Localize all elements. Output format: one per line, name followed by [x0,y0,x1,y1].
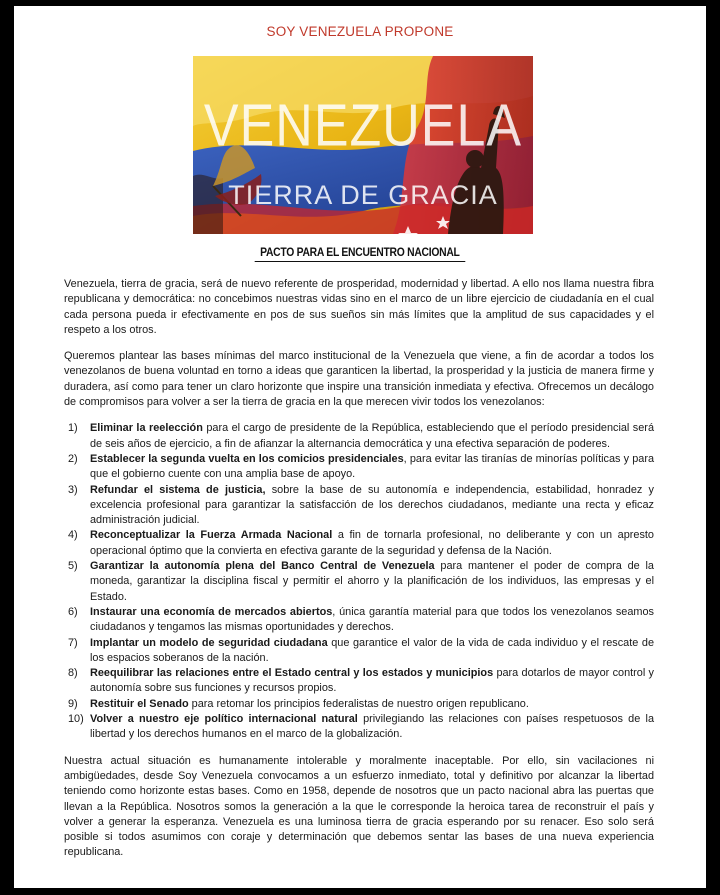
list-item [64,636,654,667]
list-item-text: , para evitar las tiranías de minorías políticas y para que el gobierno cuente con una amplia base de apoyo. [90,452,655,481]
banner-subtitle: TIERRA DE GRACIA [228,180,498,210]
list-item-text: para dotarlos de mayor control y autonomía sobre sus funciones y recursos propios. [90,667,655,695]
list-item-heading: Eliminar la reelección [90,422,203,435]
list-item [64,559,654,605]
list-item-number: 7) [68,636,78,649]
list-item-text: para retomar los principios federalistas de nuestro origen republicano. [188,697,529,710]
banner-title: VENEZUELA [203,91,523,159]
list-item-heading: Establecer la segunda vuelta en los comicios presidenciales [90,452,404,465]
banner-image [193,56,533,234]
list-item-heading: Reconceptualizar la Fuerza Armada Nacional [90,529,333,542]
list-item-text: que garantice el valor de la vida de cada individuo y el rescate de los espacios soberanos de la nación. [90,636,654,664]
list-item [64,666,654,697]
list-item-text: a fin de tornarla profesional, no deliberante y con un apresto operacional óptimo que la convierta en efectiva garante de la seguridad y defensa de la Nación. [90,529,654,557]
flag-photo [193,56,533,234]
list-item-text: privilegiando las relaciones con países respetuosos de la libertad y los derechos humanos en el marco de la globalización. [90,713,654,741]
intro-paragraph-1: Venezuela, tierra de gracia, será de nuevo referente de prosperidad, modernidad y libertad. A ello nos llama nuestra fibra republicana y democrática: no concebimos nuestras vidas sino en el marco de un libre ejercicio de ciudadanía en el cual cada persona pueda ir efectivamente en pos de sus sueños sin más límites que la amplitud de sus capacidades y el respeto a los otros. [64,278,654,336]
list-item [64,483,654,529]
list-item-heading: Instaurar una economía de mercados abiertos [90,605,333,618]
list-item [64,605,654,636]
list-item-number: 2) [68,452,78,465]
pacto-title [14,247,706,262]
document-page [14,6,706,888]
list-item-heading: Implantar un modelo de seguridad ciudadana [90,636,328,649]
list-item-heading: Volver a nuestro eje político internacional natural [90,713,358,726]
list-item-heading: Reequilibrar las relaciones entre el Estado central y los estados y municipios [90,667,494,680]
list-item-number: 10) [68,713,84,726]
pacto-title-text: PACTO PARA EL ENCUENTRO NACIONAL [255,247,465,262]
intro-paragraph-2: Queremos plantear las bases mínimas del marco institucional de la Venezuela que viene, a fin de acordar a todos los venezolanos de buena voluntad en torno a ideas que garanticen la libertad, la prosperidad y la justicia de manera firme y duradera, así como para tener un claro horizonte que inspire una transición inmediata y efectiva. Ofrecemos un decálogo de compromisos para volver a ser la tierra de gracia en la que merecen vivir todos los venezolanos: [64,350,654,409]
list-item-text: sobre la base de su autonomía e independencia, estabilidad, honradez y excelencia profesional para garantizar la satisfacción de los derechos ciudadanos, mediante una recta y eficaz administración judicial. [90,483,655,527]
document-header: SOY VENEZUELA PROPONE [266,24,454,39]
closing-paragraph: Nuestra actual situación es humanamente intolerable y moralmente inaceptable. Por ello, sin vacilaciones ni ambigüedades, desde Soy Venezuela convocamos a un esfuerzo inmediato, total y definitivo por alcanzar la libertad teniendo como horizonte estas bases. Como en 1958, depende de nosotros que un pacto nacional abra las puertas que llevan a la República. Nosotros somos la generación a la que le corresponde la heroica tarea de reconstruir el país y volver a generar la esperanza. Venezuela es una luminosa tierra de gracia esperando por su renacer. Eso solo será posible si todos asumimos con coraje y determinación que debemos sentar las bases de una nueva experiencia republicana. [64,754,654,859]
list-item-number: 3) [68,483,78,496]
list-item-number: 9) [68,697,78,710]
list-item-heading: Refundar el sistema de justicia, [90,483,266,496]
list-item-heading: Garantizar la autonomía plena del Banco Central de Venezuela [90,560,435,573]
list-item-text: , única garantía material para que todos los venezolanos seamos ciudadanos y tengamos las mismas oportunidades y derechos. [90,605,654,634]
document-body [64,277,654,872]
list-item [64,712,654,743]
list-item-heading: Restituir el Senado [90,697,189,710]
list-item [64,452,654,483]
list-item-number: 5) [68,560,78,573]
list-item [64,697,654,712]
list-item-number: 4) [68,529,78,542]
list-item-text: para mantener el poder de compra de la moneda, garantizar la disciplina fiscal y permitir el ahorro y la planificación de los individuos, las empresas y el Estado. [90,560,654,603]
list-item-number: 1) [68,422,78,435]
list-item-text: para el cargo de presidente de la República, estableciendo que el período presidencial será de seis años de ejercicio, a fin de afianzar la alternancia democrática y una efectiva separación de poderes. [90,422,654,450]
list-item [64,421,654,452]
list-item-number: 6) [68,605,78,618]
list-item-number: 8) [68,667,78,680]
list-item [64,528,654,559]
decalogue-list [64,421,654,742]
